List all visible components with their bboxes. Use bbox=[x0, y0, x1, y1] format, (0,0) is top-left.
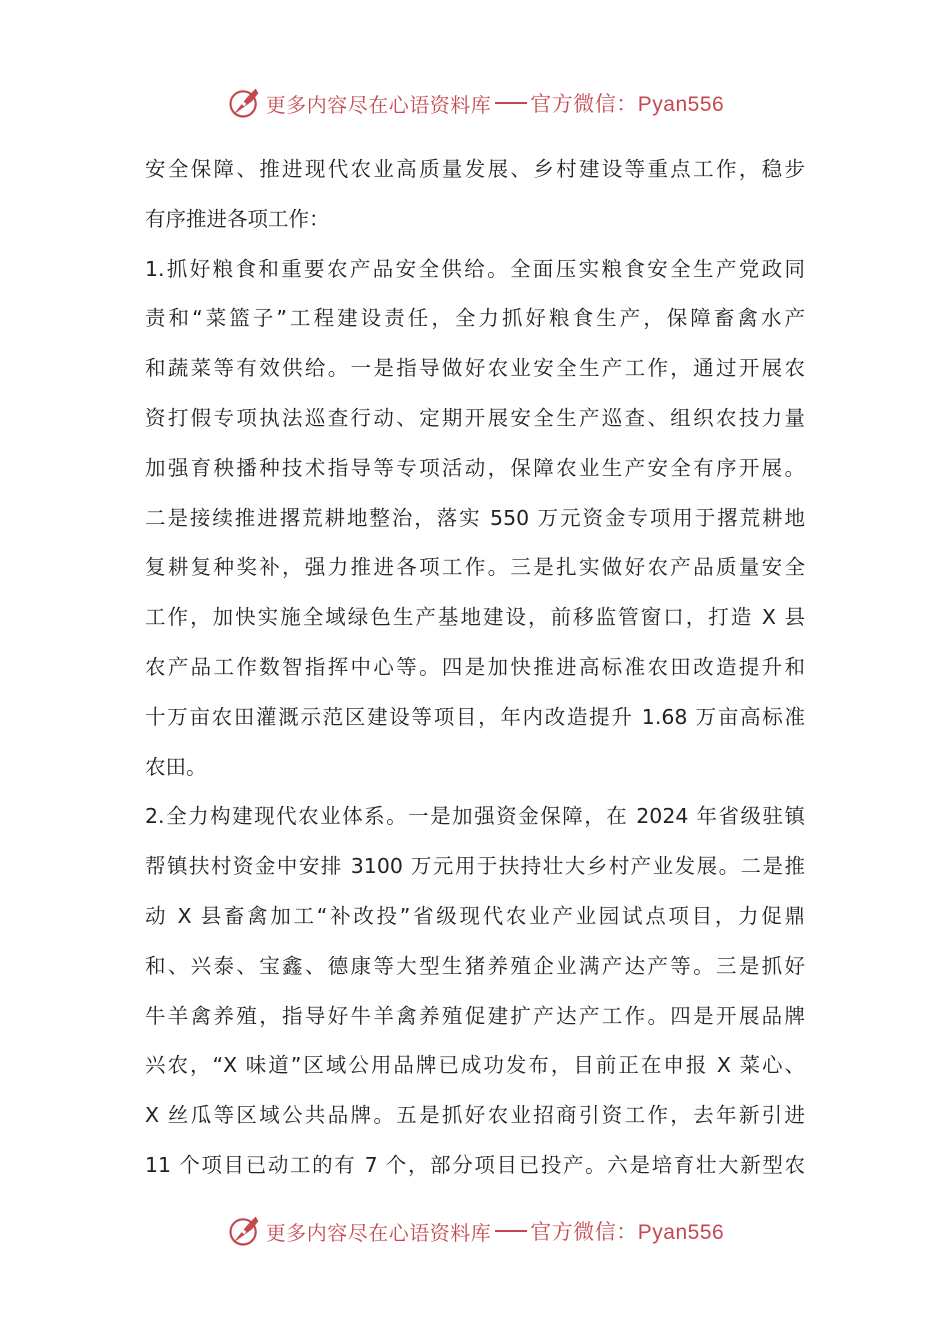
text-line: 复耕复种奖补，强力推进各项工作。三是扎实做好农产品质量安全 bbox=[145, 555, 805, 580]
text-line: 兴农，“X 味道”区域公用品牌已成功发布，目前正在申报 X 菜心、 bbox=[145, 1053, 805, 1078]
text-line: 有序推进各项工作： bbox=[145, 206, 330, 231]
text-line: 十万亩农田灌溉示范区建设等项目，年内改造提升 1.68 万亩高标准 bbox=[145, 704, 805, 729]
footer-banner-text: 更多内容尽在心语资料库 bbox=[265, 1220, 492, 1245]
text-line: 农产品工作数智指挥中心等。四是加快推进高标准农田改造提升和 bbox=[145, 654, 805, 679]
text-line: 11 个项目已动工的有 7 个，部分项目已投产。六是培育壮大新型农 bbox=[145, 1152, 805, 1177]
text-line: 二是接续推进撂荒耕地整治，落实 550 万元资金专项用于撂荒耕地 bbox=[145, 505, 805, 530]
header-banner-dash bbox=[495, 102, 527, 104]
text-line: 帮镇扶村资金中安排 3100 万元用于扶持壮大乡村产业发展。二是推 bbox=[145, 854, 805, 879]
text-line: X 丝瓜等区域公共品牌。五是抓好农业招商引资工作，去年新引进 bbox=[145, 1103, 805, 1128]
pen-nib-logo-icon bbox=[226, 85, 262, 121]
text-line: 1.抓好粮食和重要农产品安全供给。全面压实粮食安全生产党政同 bbox=[145, 256, 805, 281]
text-line: 和蔬菜等有效供给。一是指导做好农业安全生产工作，通过开展农 bbox=[145, 356, 805, 381]
pen-nib-logo-icon bbox=[226, 1213, 262, 1249]
text-line: 2.全力构建现代农业体系。一是加强资金保障，在 2024 年省级驻镇 bbox=[145, 804, 805, 829]
text-line: 动 X 县畜禽加工“补改投”省级现代农业产业园试点项目，力促鼎 bbox=[145, 903, 805, 928]
text-line: 资打假专项执法巡查行动、定期开展安全生产巡查、组织农技力量 bbox=[145, 405, 805, 430]
footer-banner-dash bbox=[495, 1230, 527, 1232]
header-banner bbox=[0, 81, 950, 125]
footer-banner bbox=[0, 1209, 950, 1253]
document-body bbox=[145, 145, 805, 1191]
header-banner-wechat: 官方微信：Pyan556 bbox=[530, 93, 725, 116]
text-line: 加强育秧播种技术指导等专项活动，保障农业生产安全有序开展。 bbox=[145, 455, 805, 480]
text-line: 和、兴泰、宝鑫、德康等大型生猪养殖企业满产达产等。三是抓好 bbox=[145, 953, 805, 978]
text-line: 责和“菜篮子”工程建设责任，全力抓好粮食生产，保障畜禽水产 bbox=[145, 306, 805, 331]
footer-banner-wechat: 官方微信：Pyan556 bbox=[530, 1221, 725, 1244]
text-line: 工作，加快实施全域绿色生产基地建设，前移监管窗口，打造 X 县 bbox=[145, 605, 805, 630]
text-line: 安全保障、推进现代农业高质量发展、乡村建设等重点工作，稳步 bbox=[145, 157, 805, 181]
header-banner-text: 更多内容尽在心语资料库 bbox=[265, 92, 492, 117]
text-line: 农田。 bbox=[145, 754, 207, 779]
text-line: 牛羊禽养殖，指导好牛羊禽养殖促建扩产达产工作。四是开展品牌 bbox=[145, 1003, 805, 1028]
